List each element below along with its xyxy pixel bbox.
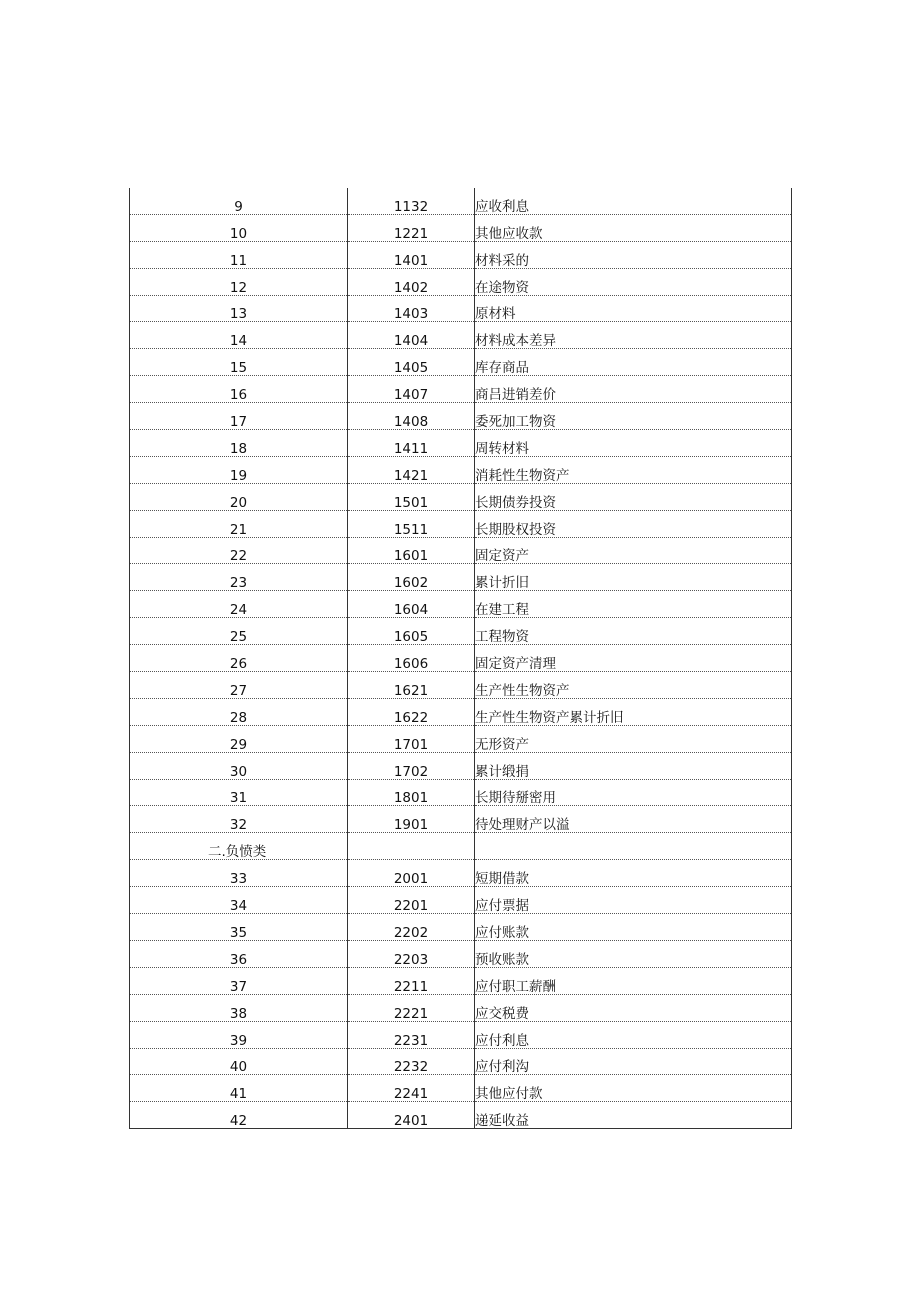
account-name-cell: 待处理财产以溢 [475,806,792,833]
account-name-cell: 长期股权投资 [475,510,792,537]
table-row [130,887,792,914]
account-name-cell: 其他应付款 [475,1075,792,1102]
account-name-cell: 原材料 [475,295,792,322]
row-number-cell: 16 [130,376,348,403]
account-name-cell: 应收利息 [475,188,792,214]
table-row [130,1102,792,1129]
table-row [130,994,792,1021]
row-number-cell: 28 [130,698,348,725]
account-name-cell: 应付职工薪酬 [475,967,792,994]
account-name-cell: 委死加工物资 [475,403,792,430]
accounts-table-body [130,188,792,1129]
row-number-cell: 33 [130,860,348,887]
table-row [130,430,792,457]
row-number-cell: 14 [130,322,348,349]
account-code-cell: 1604 [348,591,475,618]
account-code-cell: 1402 [348,268,475,295]
account-name-cell: 周转材料 [475,430,792,457]
account-name-cell: 固定资产 [475,537,792,564]
account-code-cell: 1701 [348,725,475,752]
account-code-cell: 1511 [348,510,475,537]
accounts-sheet [129,188,791,1129]
accounts-table [129,188,792,1129]
account-code-cell: 2401 [348,1102,475,1129]
table-row [130,1048,792,1075]
account-name-cell: 材料采的 [475,241,792,268]
account-name-cell: 工程物资 [475,618,792,645]
row-number-cell: 9 [130,188,348,214]
account-name-cell: 短期借款 [475,860,792,887]
account-code-cell: 2201 [348,887,475,914]
table-row [130,940,792,967]
account-name-cell: 递延收益 [475,1102,792,1129]
table-row [130,591,792,618]
row-number-cell: 13 [130,295,348,322]
table-row [130,752,792,779]
account-name-cell: 长期债券投资 [475,483,792,510]
section-row [130,833,792,860]
account-code-cell: 1404 [348,322,475,349]
account-code-cell: 2232 [348,1048,475,1075]
account-code-cell: 1401 [348,241,475,268]
row-number-cell: 21 [130,510,348,537]
row-number-cell: 31 [130,779,348,806]
row-number-cell: 15 [130,349,348,376]
account-code-cell: 1132 [348,188,475,214]
account-name-cell: 应交税费 [475,994,792,1021]
row-number-cell: 26 [130,645,348,672]
row-number-cell: 29 [130,725,348,752]
table-row [130,295,792,322]
account-name-cell: 材料成本差异 [475,322,792,349]
table-row [130,510,792,537]
account-code-cell: 1405 [348,349,475,376]
table-row [130,322,792,349]
account-code-cell [348,833,475,860]
account-code-cell: 2241 [348,1075,475,1102]
table-row [130,806,792,833]
section-heading: 二.负愤类 [130,833,348,860]
table-row [130,349,792,376]
account-name-cell: 累计缎捐 [475,752,792,779]
account-code-cell: 1501 [348,483,475,510]
account-name-cell: 应付账款 [475,914,792,941]
table-row [130,268,792,295]
account-code-cell: 1602 [348,564,475,591]
account-name-cell: 长期待掰密用 [475,779,792,806]
account-name-cell: 无形资产 [475,725,792,752]
row-number-cell: 25 [130,618,348,645]
account-name-cell: 应付利息 [475,1021,792,1048]
row-number-cell: 30 [130,752,348,779]
account-code-cell: 2202 [348,914,475,941]
account-name-cell: 生产性生物资产累计折旧 [475,698,792,725]
table-row [130,376,792,403]
account-name-cell: 其他应收款 [475,214,792,241]
row-number-cell: 32 [130,806,348,833]
row-number-cell: 20 [130,483,348,510]
account-code-cell: 2221 [348,994,475,1021]
account-code-cell: 1407 [348,376,475,403]
account-code-cell: 2231 [348,1021,475,1048]
account-code-cell: 1702 [348,752,475,779]
account-code-cell: 1801 [348,779,475,806]
account-code-cell: 1601 [348,537,475,564]
row-number-cell: 34 [130,887,348,914]
account-code-cell: 1408 [348,403,475,430]
account-code-cell: 1621 [348,672,475,699]
row-number-cell: 27 [130,672,348,699]
row-number-cell: 35 [130,914,348,941]
row-number-cell: 36 [130,940,348,967]
row-number-cell: 37 [130,967,348,994]
row-number-cell: 11 [130,241,348,268]
row-number-cell: 23 [130,564,348,591]
table-row [130,779,792,806]
account-code-cell: 1622 [348,698,475,725]
account-name-cell: 在途物资 [475,268,792,295]
row-number-cell: 38 [130,994,348,1021]
account-name-cell: 商吕进销差价 [475,376,792,403]
row-number-cell: 17 [130,403,348,430]
row-number-cell: 39 [130,1021,348,1048]
table-row [130,241,792,268]
table-row [130,967,792,994]
table-row [130,483,792,510]
table-row [130,860,792,887]
account-code-cell: 2203 [348,940,475,967]
row-number-cell: 40 [130,1048,348,1075]
table-row [130,564,792,591]
account-name-cell: 库存商品 [475,349,792,376]
account-name-cell: 预收账款 [475,940,792,967]
account-name-cell: 在建工程 [475,591,792,618]
account-name-cell: 应付票据 [475,887,792,914]
account-name-cell: 固定资产清理 [475,645,792,672]
account-name-cell [475,833,792,860]
account-code-cell: 1421 [348,456,475,483]
row-number-cell: 18 [130,430,348,457]
table-row [130,914,792,941]
row-number-cell: 24 [130,591,348,618]
account-code-cell: 2211 [348,967,475,994]
table-row [130,188,792,214]
row-number-cell: 19 [130,456,348,483]
account-name-cell: 消耗性生物资产 [475,456,792,483]
table-row [130,214,792,241]
table-row [130,672,792,699]
account-code-cell: 1901 [348,806,475,833]
account-code-cell: 1411 [348,430,475,457]
row-number-cell: 12 [130,268,348,295]
table-row [130,403,792,430]
row-number-cell: 41 [130,1075,348,1102]
table-row [130,537,792,564]
table-row [130,1021,792,1048]
account-code-cell: 1221 [348,214,475,241]
row-number-cell: 10 [130,214,348,241]
table-row [130,1075,792,1102]
account-code-cell: 1605 [348,618,475,645]
account-name-cell: 生产性生物资产 [475,672,792,699]
table-row [130,645,792,672]
table-row [130,725,792,752]
table-row [130,698,792,725]
account-code-cell: 1403 [348,295,475,322]
row-number-cell: 22 [130,537,348,564]
account-name-cell: 应付利沟 [475,1048,792,1075]
table-row [130,456,792,483]
row-number-cell: 42 [130,1102,348,1129]
account-code-cell: 2001 [348,860,475,887]
account-code-cell: 1606 [348,645,475,672]
account-name-cell: 累计折旧 [475,564,792,591]
table-row [130,618,792,645]
